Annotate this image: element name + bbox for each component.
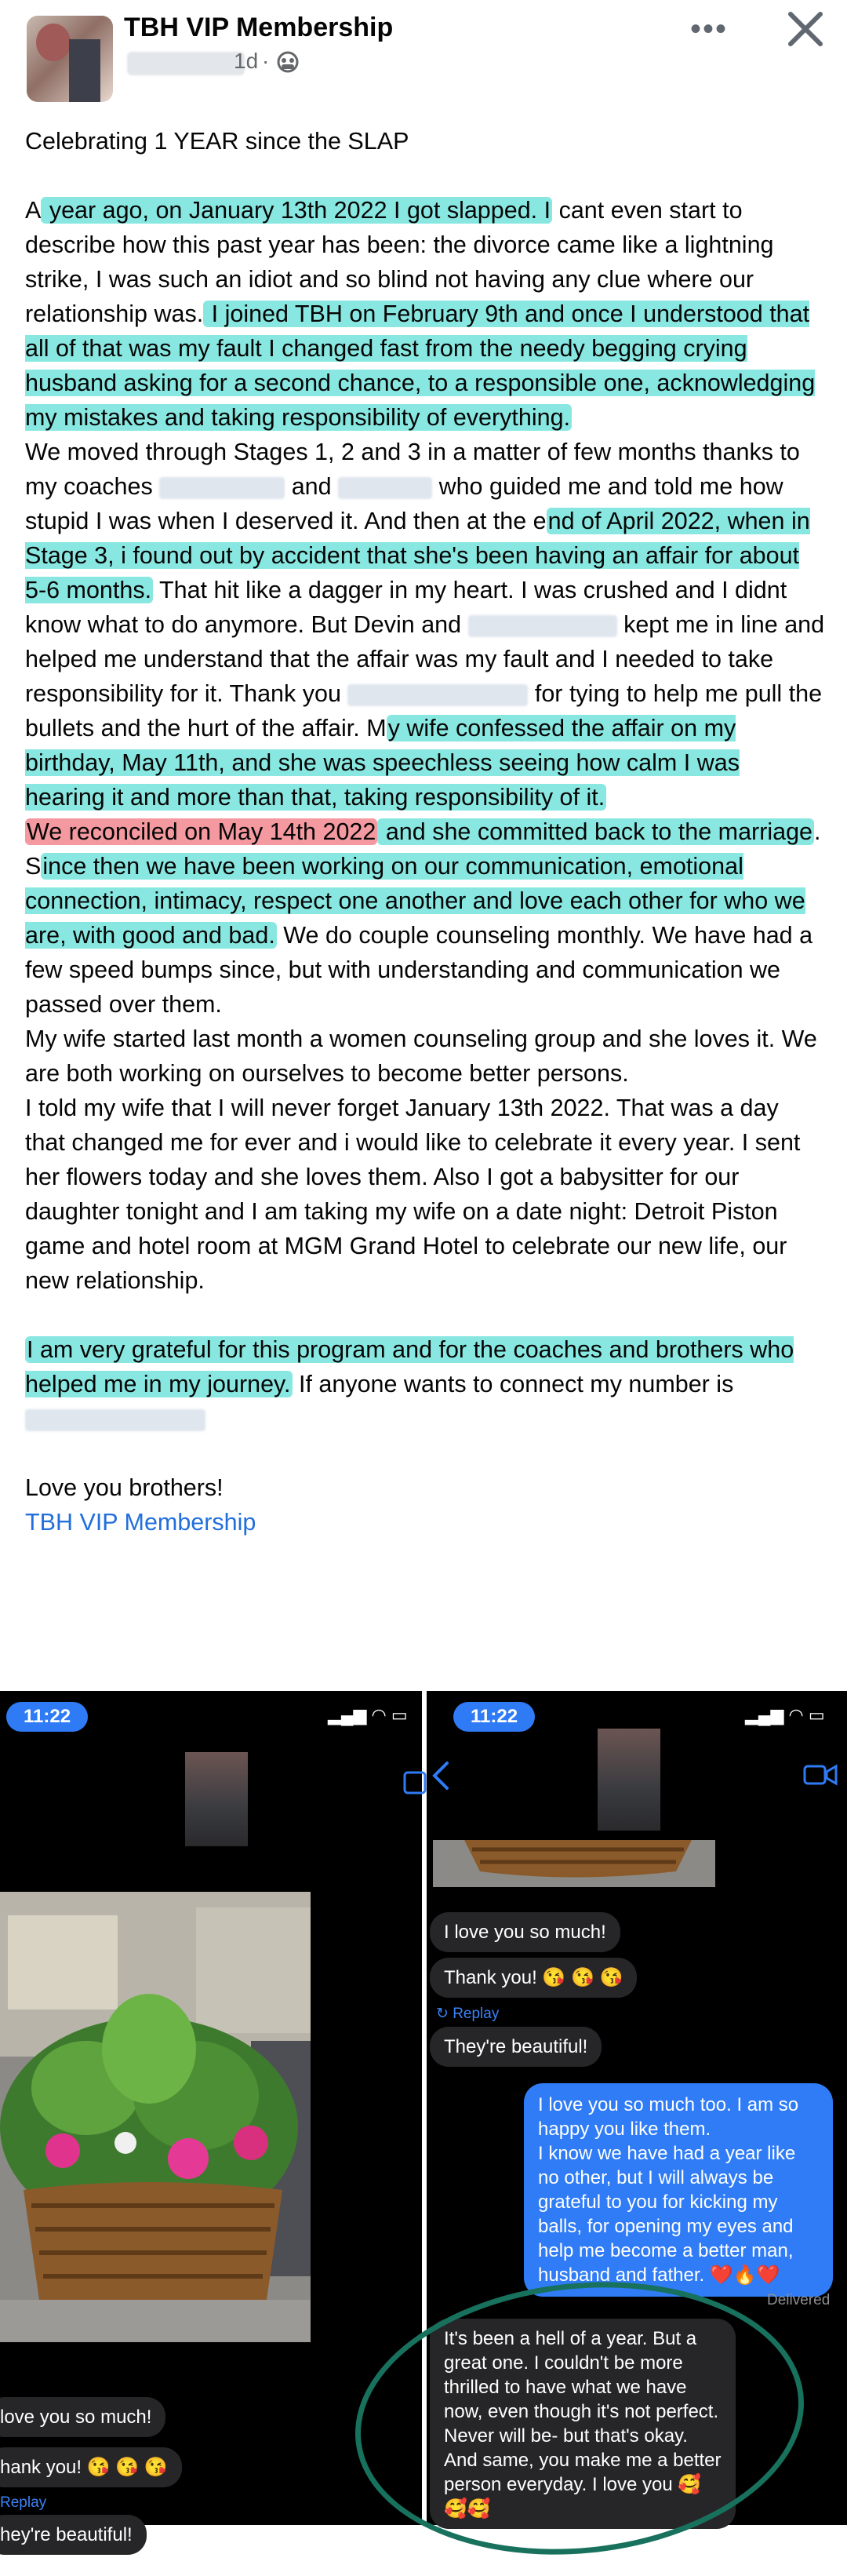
message-bubble-received: love you so much!: [0, 2397, 165, 2437]
video-call-icon[interactable]: [803, 1762, 838, 1788]
post-title: Celebrating 1 YEAR since the SLAP: [25, 128, 409, 155]
post-header: [0, 0, 847, 102]
message-bubble-received: hey're beautiful!: [0, 2515, 147, 2555]
contact-avatar-blurred: [598, 1729, 660, 1831]
redacted-phone-number: [25, 1409, 205, 1431]
status-time: 11:22: [6, 1702, 88, 1732]
post-time[interactable]: 1d: [234, 49, 259, 73]
paragraph-3: We reconciled on May 14th 2022 and she committed back to the marriage. Since then we have been working on our communication, emotional connection, intimacy, respect one another and love each other for who we are, with good and bad. We do couple counseling monthly. We have had a few speed bumps since, but with understanding and communication we passed over them.: [25, 818, 821, 1018]
separator: ·: [262, 49, 270, 73]
group-link[interactable]: TBH VIP Membership: [25, 1509, 256, 1536]
closing-line: Love you brothers!: [25, 1474, 224, 1501]
group-privacy-icon: [276, 50, 300, 74]
redacted-coach-name: [338, 477, 432, 499]
paragraph-4: My wife started last month a women counseling group and she loves it. We are both working on ourselves to become better persons.: [25, 1026, 817, 1087]
highlight: and she committed back to the marriage: [379, 818, 813, 845]
close-icon[interactable]: [784, 8, 827, 50]
paragraph-1: A year ago, on January 13th 2022 I got slapped. I cant even start to describe how this past year has been: the divorce came like a lightning strike, I was such an idiot and so blind not having any clue where our relationship was. I joined TBH on February 9th and once I understood that all of that was my fault I changed fast from the needy begging crying husband asking for a second chance, to a responsible one, acknowledging my mistakes and taking responsibility of everything.: [25, 197, 816, 431]
group-name[interactable]: TBH VIP Membership: [124, 13, 394, 42]
redacted-coach-name: [468, 615, 617, 637]
screenshot-left[interactable]: [0, 1691, 422, 2545]
more-options-icon[interactable]: •••: [690, 12, 729, 46]
reply-label[interactable]: ↻ Replay: [436, 2006, 500, 2022]
highlight: y wife confessed the affair on my birthday, May 11th, and she was speechless seeing how calm I was hearing it and more than that, taking responsibility of it.: [25, 715, 740, 811]
status-icons: ▂▄▆ ◠ ▭: [328, 1705, 408, 1725]
post-body: [25, 124, 825, 1539]
message-bubble-sent: I love you so much too. I am so happy you like them. I know we have had a year like no other, but I will always be grateful to you for kicking my balls, for opening my eyes and help me become a better man, husband and father. ❤️🔥❤️: [524, 2083, 833, 2297]
highlight: year ago, on January 13th 2022 I got slapped. I: [42, 197, 551, 224]
status-time: 11:22: [453, 1702, 535, 1732]
group-avatar[interactable]: [27, 16, 113, 102]
message-bubble-received: I love you so much!: [430, 1912, 620, 1952]
contact-avatar-blurred: [185, 1752, 248, 1846]
paragraph-2: We moved through Stages 1, 2 and 3 in a matter of few months thanks to my coaches and who guided me and told me how stupid I was when I deserved it. And then at the end of April 2022, when in Stage 3, i found out by accident that she's been having an affair for about 5-6 months. That hit like a dagger in my heart. I was crushed and I didnt know what to do anymore. But Devin and kept me in line and helped me understand that the affair was my fault and I needed to take responsibility for it. Thank you for tying to help me pull the bullets and the hurt of the affair. My wife confessed the affair on my birthday, May 11th, and she was speechless seeing how calm I was hearing it and more than that, taking responsibility of it.: [25, 439, 825, 811]
paragraph-6: I am very grateful for this program and for the coaches and brothers who helped me in my journey. If anyone wants to connect my number is: [25, 1332, 825, 1436]
highlight: I am very grateful for this program and for the coaches and brothers who helped me in my journey.: [25, 1336, 794, 1397]
back-chevron-icon[interactable]: [430, 1760, 453, 1791]
attached-screenshots: [0, 1691, 847, 2545]
message-bubble-received: It's been a hell of a year. But a great one. I couldn't be more thrilled to have what we have now, even though it's not perfect. Never will be- but that's okay. And same, you make me a better person everyday. I love you 🥰🥰🥰: [430, 2319, 736, 2529]
highlight: I joined TBH on February 9th and once I understood that all of that was my fault I changed fast from the needy begging crying husband asking for a second chance, to a responsible one, acknowledging my mistakes and taking responsibility of everything.: [25, 301, 816, 431]
paragraph-5: I told my wife that I will never forget January 13th 2022. That was a day that changed me for ever and i would like to celebrate it every year. I sent her flowers today and she loves them. Also I got a babysitter for our daughter tonight and I am taking my wife on a date night: Detroit Piston game and hotel room at MGM Grand Hotel to celebrate our new life, our new relationship.: [25, 1095, 801, 1294]
flower-basket-photo-cropped: [433, 1840, 715, 1887]
reply-label[interactable]: Replay: [0, 2494, 47, 2511]
highlight-red: We reconciled on May 14th 2022: [27, 818, 376, 845]
redacted-coach-name: [159, 477, 285, 499]
message-bubble-received: hank you! 😘 😘 😘: [0, 2447, 182, 2487]
redacted-coach-name: [347, 684, 528, 706]
message-bubble-received: Thank you! 😘 😘 😘: [430, 1958, 637, 1998]
status-icons: ▂▄▆ ◠ ▭: [745, 1705, 825, 1725]
delivered-status: Delivered: [767, 2292, 831, 2308]
highlight: nd of April 2022, when in Stage 3, i found out by accident that she's been having an affair for about 5-6 months.: [25, 508, 810, 603]
flower-basket-photo: [0, 1892, 311, 2342]
message-bubble-received: They're beautiful!: [430, 2027, 602, 2067]
redacted-author-name: [127, 52, 245, 75]
highlight: ince then we have been working on our communication, emotional connection, intimacy, respect one another and love each other for who we are, with good and bad.: [25, 853, 805, 949]
